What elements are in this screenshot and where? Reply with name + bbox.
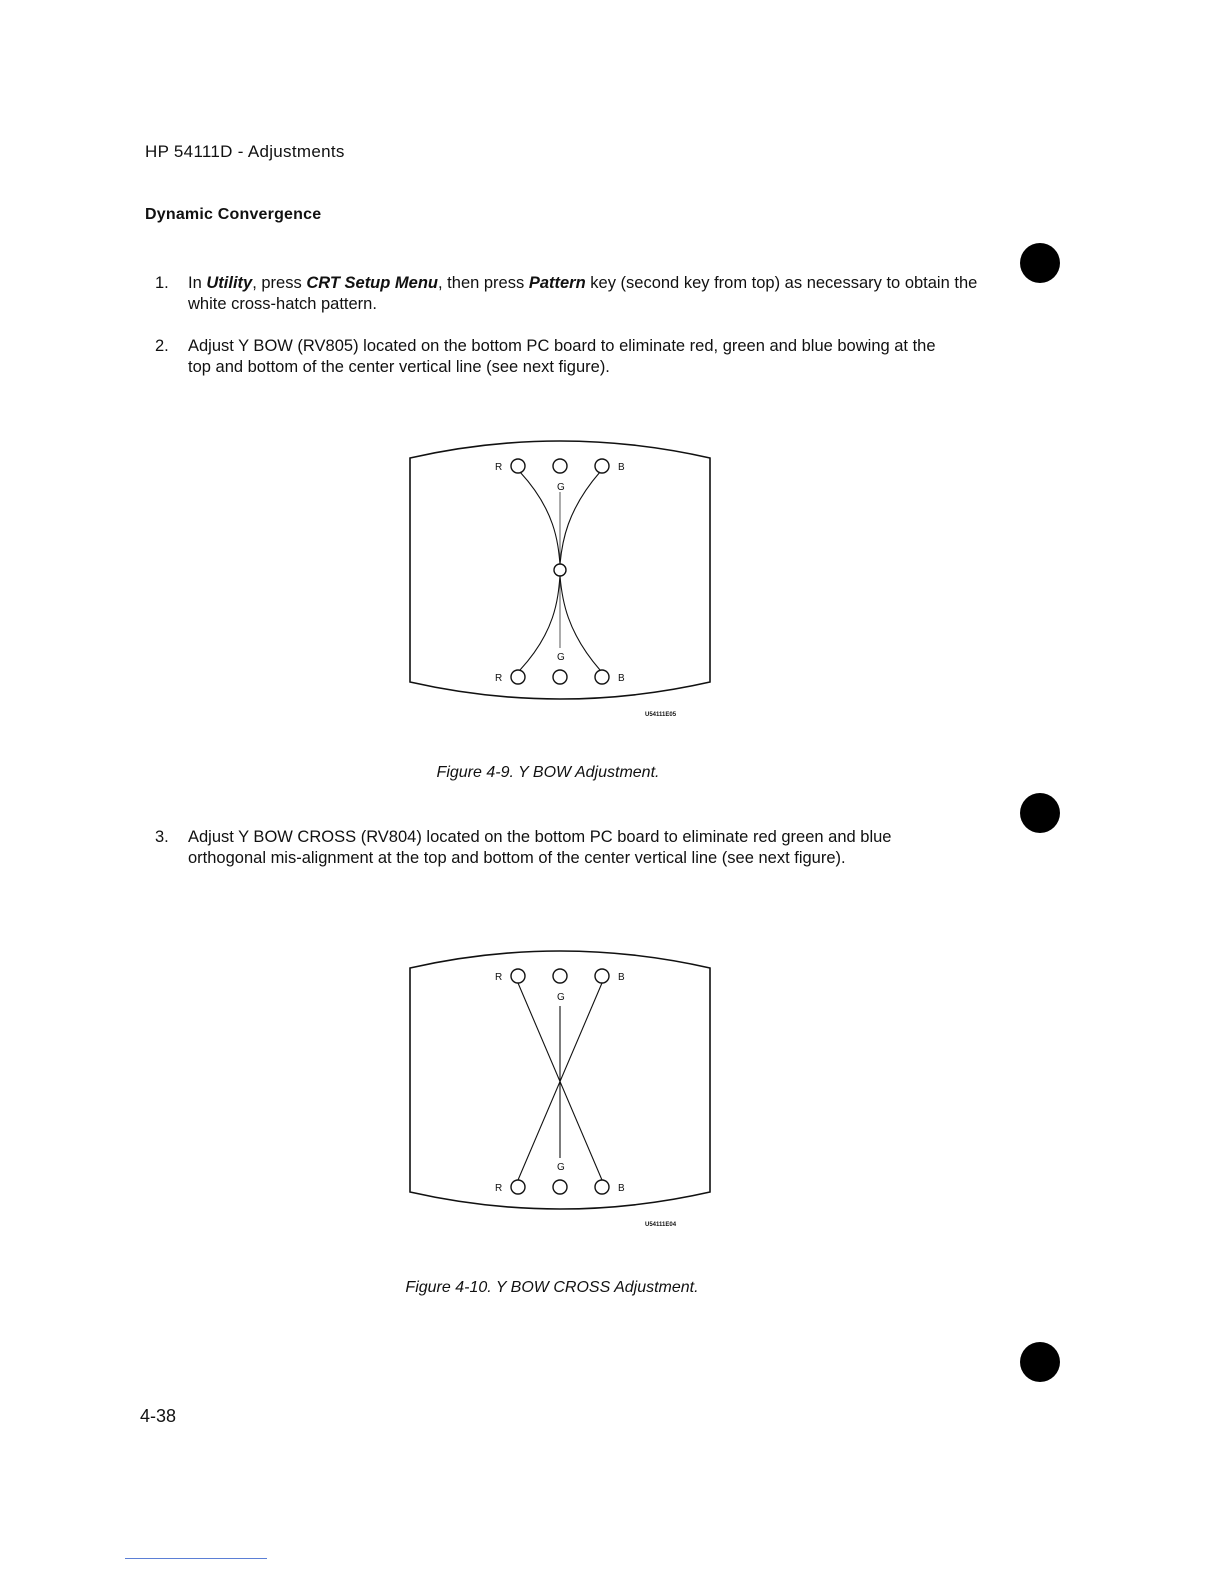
blue-top-spot bbox=[595, 969, 609, 983]
step-text: Adjust Y BOW (RV805) located on the bottom PC board to eliminate red, green and blue bowing at the top and bottom of the center vertical line (see next figure). bbox=[188, 337, 936, 376]
binder-hole-mark bbox=[1020, 243, 1060, 283]
running-header: HP 54111D - Adjustments bbox=[145, 142, 345, 161]
green-top-spot bbox=[553, 969, 567, 983]
crt-setup-menu-name: CRT Setup Menu bbox=[306, 274, 439, 292]
red-top-spot bbox=[511, 969, 525, 983]
figure-y-bow-diagram bbox=[405, 430, 715, 720]
label-blue: B bbox=[618, 462, 625, 473]
blue-bottom-spot bbox=[595, 1180, 609, 1194]
step-1 bbox=[155, 273, 985, 317]
step-number: 3. bbox=[155, 828, 169, 846]
step-text: In Utility, press CRT Setup Menu, then press Pattern key (second key from top) as necessary to obtain the white cross-hatch pattern. bbox=[188, 274, 978, 313]
figure-code: U54111E05 bbox=[645, 712, 677, 718]
blue-top-spot bbox=[595, 459, 609, 473]
label-blue: B bbox=[618, 1183, 625, 1194]
page-number: 4-38 bbox=[140, 1406, 177, 1426]
label-red: R bbox=[495, 673, 503, 684]
figure-caption: Figure 4-9. Y BOW Adjustment. bbox=[436, 764, 660, 781]
center-spot bbox=[554, 564, 566, 576]
blue-bottom-spot bbox=[595, 670, 609, 684]
label-red: R bbox=[495, 1183, 503, 1194]
step-3 bbox=[155, 827, 985, 893]
label-blue: B bbox=[618, 972, 625, 983]
section-title: Dynamic Convergence bbox=[145, 206, 322, 223]
blue-bow-line-top bbox=[560, 472, 600, 564]
red-top-spot bbox=[511, 459, 525, 473]
binder-hole-mark bbox=[1020, 1342, 1060, 1382]
figure-code: U54111E04 bbox=[645, 1222, 677, 1228]
label-red: R bbox=[495, 462, 503, 473]
label-green: G bbox=[557, 1162, 565, 1173]
label-red: R bbox=[495, 972, 503, 983]
green-bottom-spot bbox=[553, 670, 567, 684]
red-bottom-spot bbox=[511, 1180, 525, 1194]
label-green: G bbox=[557, 652, 565, 663]
step-text: Adjust Y BOW CROSS (RV804) located on the bottom PC board to eliminate red green and blue orthogonal mis-alignment at the top and bottom of the center vertical line (see next figure). bbox=[188, 828, 892, 867]
step-number: 2. bbox=[155, 337, 169, 355]
figure-y-bow-cross-diagram bbox=[405, 940, 715, 1230]
red-bottom-spot bbox=[511, 670, 525, 684]
footer-rule bbox=[125, 1558, 267, 1559]
label-green: G bbox=[557, 992, 565, 1003]
blue-bow-line-bottom bbox=[560, 576, 600, 670]
binder-hole-mark bbox=[1020, 793, 1060, 833]
utility-menu-name: Utility bbox=[206, 274, 253, 292]
label-blue: B bbox=[618, 673, 625, 684]
figure-caption: Figure 4-10. Y BOW CROSS Adjustment. bbox=[405, 1279, 699, 1296]
red-bow-line-top bbox=[520, 472, 560, 564]
step-2 bbox=[155, 336, 985, 380]
label-green: G bbox=[557, 482, 565, 493]
green-bottom-spot bbox=[553, 1180, 567, 1194]
red-bow-line-bottom bbox=[520, 576, 560, 670]
step-number: 1. bbox=[155, 274, 169, 292]
green-top-spot bbox=[553, 459, 567, 473]
pattern-key-name: Pattern bbox=[528, 274, 586, 292]
